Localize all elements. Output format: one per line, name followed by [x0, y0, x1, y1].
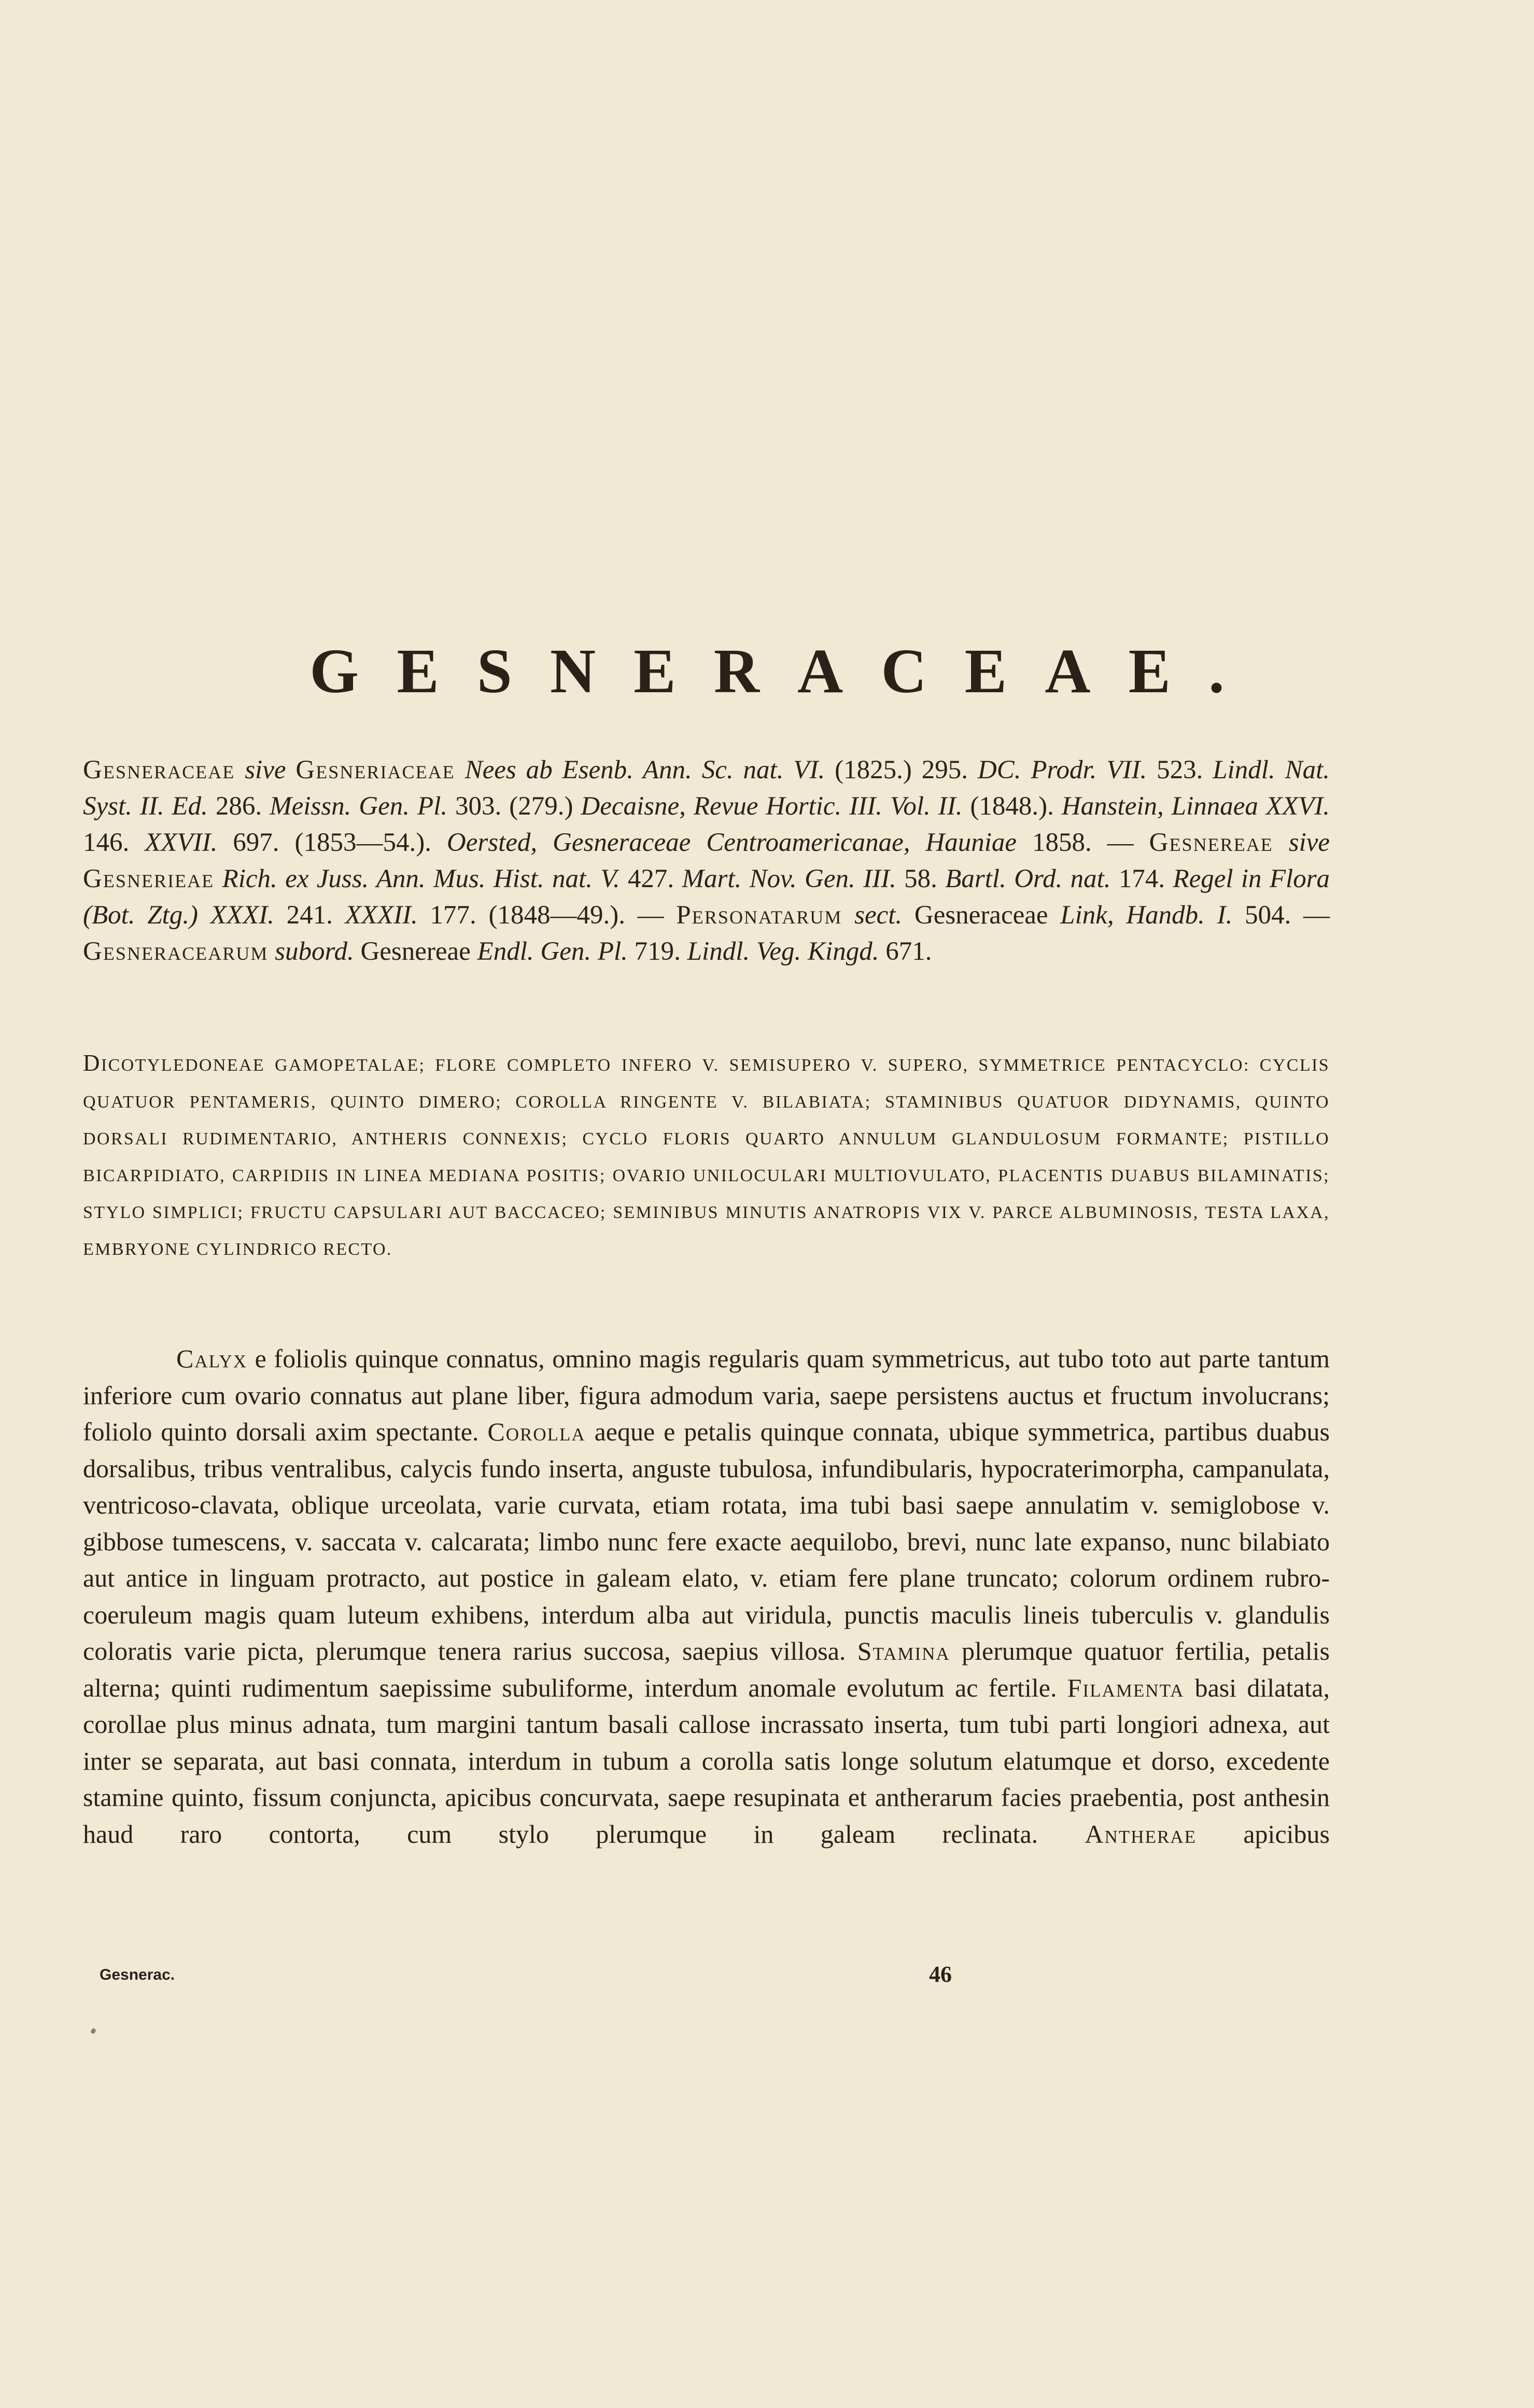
text-run: (1848.). — [962, 792, 1062, 821]
text-run: aeque e petalis quinque connata, ubique symmetrica, partibus duabus dorsalibus, tribus ventralibus, calycis fundo inserta, anguste tubulosa, infundibularis, hypocraterimorpha, campanulata, ventricoso-clavata, oblique urceolata, varie curvata, etiam rotata, ima tubi basi saepe annulatim v. semiglobose v. gibbose tumescens, v. saccata v. calcarata; limbo nunc fere exacte aequilobo, brevi, nunc late expanso, nunc bilabiato aut antice in linguam protracto, aut postice in galeam elato, v. etiam fere plane truncato; colorum ordinem rubro-coeruleum magis quam luteum exhibens, interdum alba aut viridula, punctis maculis lineis tuberculis v. glandulis coloratis varie picta, plerumque tenera rarius succosa, saepius villosa. — [83, 1417, 1330, 1665]
term-smallcaps: Gesneraceae — [83, 755, 235, 785]
term-smallcaps: Personatarum — [676, 901, 842, 930]
text-run: 174. — [1110, 864, 1173, 893]
term-smallcaps: Stamina — [857, 1636, 950, 1665]
text-run: Gesnereae — [354, 937, 477, 966]
signature-mark: Gesnerac. — [100, 1966, 175, 1983]
text-run — [268, 937, 275, 966]
citation-italic: Decaisne, Revue Hortic. III. Vol. II. — [581, 792, 963, 821]
text-run — [214, 864, 222, 893]
citation-italic: Lindl. Nat. Syst. II. Ed. — [83, 755, 1330, 821]
text-run — [842, 901, 854, 930]
family-title: GESNERACEAE. — [309, 636, 1262, 706]
citation-italic: subord. — [275, 937, 354, 966]
text-run: 146. — [83, 828, 145, 857]
synonymy-paragraph — [83, 752, 1330, 970]
citation-italic: Nees ab Esenb. Ann. Sc. nat. VI. — [465, 755, 825, 785]
text-run: plerumque quatuor fertilia, petalis alterna; quinti rudimentum saepissime subuliforme, interdum anomale evolutum ac fertile. — [83, 1636, 1330, 1702]
text-run — [455, 755, 465, 785]
citation-italic: Bartl. Ord. nat. — [945, 864, 1111, 893]
text-run: Gesneraceae — [902, 901, 1061, 930]
text-run: e foliolis quinque connatus, omnino magis regularis quam symmetricus, aut tubo toto aut parte tantum inferiore cum ovario connatus aut plane liber, figura admodum varia, saepe persistens auctus et fructum involucrans; foliolo quinto dorsali axim spectante. — [83, 1344, 1330, 1446]
term-smallcaps: Antherae — [1085, 1819, 1197, 1849]
term-smallcaps: Gesnereae — [1149, 828, 1273, 857]
diagnosis-paragraph — [83, 1045, 1330, 1268]
citation-italic: sive — [1288, 828, 1330, 857]
text-run — [235, 755, 245, 785]
term-smallcaps: Calyx — [176, 1344, 248, 1373]
term-smallcaps: Filamenta — [1067, 1673, 1185, 1702]
text-run: 671. — [879, 937, 932, 966]
citation-italic: XXXII. — [345, 901, 418, 930]
citation-italic: Oersted, Gesneraceae Centroamericanae, Hauniae — [446, 828, 1017, 857]
term-smallcaps: Corolla — [487, 1417, 586, 1446]
text-run: 504. — — [1232, 901, 1330, 930]
text-run: 719. — [627, 937, 687, 966]
text-run — [286, 755, 295, 785]
citation-italic: Link, Handb. I. — [1060, 901, 1233, 930]
text-run: 697. (1853—54.). — [217, 828, 447, 857]
term-smallcaps: Gesneracearum — [83, 937, 269, 966]
text-run: (1825.) 295. — [825, 755, 978, 785]
text-run: 303. (279.) — [447, 792, 581, 821]
text-run: basi dilatata, corollae plus minus adnata, tum margini tantum basali callose incrassato inserta, tum tubi parti longiori adnexa, aut inter se separata, aut basi connata, interdum in tubum a corolla satis longe solutum elatumque et dorso, excedente stamine quinto, fissum conjuncta, apicibus concurvata, saepe resupinata et antherarum facies praebentia, post anthesin haud raro contorta, cum stylo plerumque in galeam reclinata. — [83, 1673, 1330, 1849]
text-run: 427. — [620, 864, 682, 893]
text-run: 58. — [896, 864, 946, 893]
paper-speck — [90, 2028, 96, 2035]
citation-italic: XXVII. — [145, 828, 218, 857]
text-run: 1858. — — [1017, 828, 1149, 857]
diagnosis-text: ICOTYLEDONEAE GAMOPETALAE; FLORE COMPLETO INFERO V. SEMISUPERO V. SUPERO, SYMMETRICE PENTACYCLO: CYCLIS QUATUOR PENTAMERIS, QUINTO DIMERO; COROLLA RINGENTE V. BILABIATA; STAMINIBUS QUATUOR DIDYNAMIS, QUINTO DORSALI RUDIMENTARIO, ANTHERIS CONNEXIS; CYCLO FLORIS QUARTO ANNULUM GLANDULOSUM FORMANTE; PISTILLO BICARPIDIATO, CARPIDIIS IN LINEA MEDIANA POSITIS; OVARIO UNILOCULARI MULTIOVULATO, PLACENTIS DUABUS BILAMINATIS; STYLO SIMPLICI; FRUCTU CAPSULARI AUT BACCACEO; SEMINIBUS MINUTIS ANATROPIS VIX V. PARCE ALBUMINOSIS, TESTA LAXA, EMBRYONE CYLINDRICO RECTO. — [83, 1056, 1330, 1259]
text-run: 286. — [207, 792, 270, 821]
citation-italic: sive — [245, 755, 286, 785]
citation-italic: Mart. Nov. Gen. III. — [682, 864, 896, 893]
text-run: 241. — [274, 901, 345, 930]
citation-italic: Hanstein, Linnaea XXVI. — [1061, 792, 1330, 821]
citation-italic: Meissn. Gen. Pl. — [270, 792, 448, 821]
text-run: 177. (1848—49.). — — [417, 901, 677, 930]
citation-italic: sect. — [854, 901, 903, 930]
description-paragraph — [83, 1340, 1330, 1852]
diagnosis-initial: D — [83, 1050, 101, 1076]
citation-italic: Lindl. Veg. Kingd. — [687, 937, 879, 966]
page-number: 46 — [929, 1962, 952, 1987]
text-run: 523. — [1147, 755, 1213, 785]
text-run: apicibus — [1196, 1819, 1330, 1849]
text-run — [1273, 828, 1289, 857]
term-smallcaps: Gesnerieae — [83, 864, 215, 893]
citation-italic: Rich. ex Juss. Ann. Mus. Hist. nat. V. — [222, 864, 620, 893]
term-smallcaps: Gesneriaceae — [295, 755, 455, 785]
citation-italic: DC. Prodr. VII. — [977, 755, 1147, 785]
citation-italic: Endl. Gen. Pl. — [477, 937, 628, 966]
citation-italic: Regel in Flora (Bot. Ztg.) XXXI. — [83, 864, 1330, 930]
